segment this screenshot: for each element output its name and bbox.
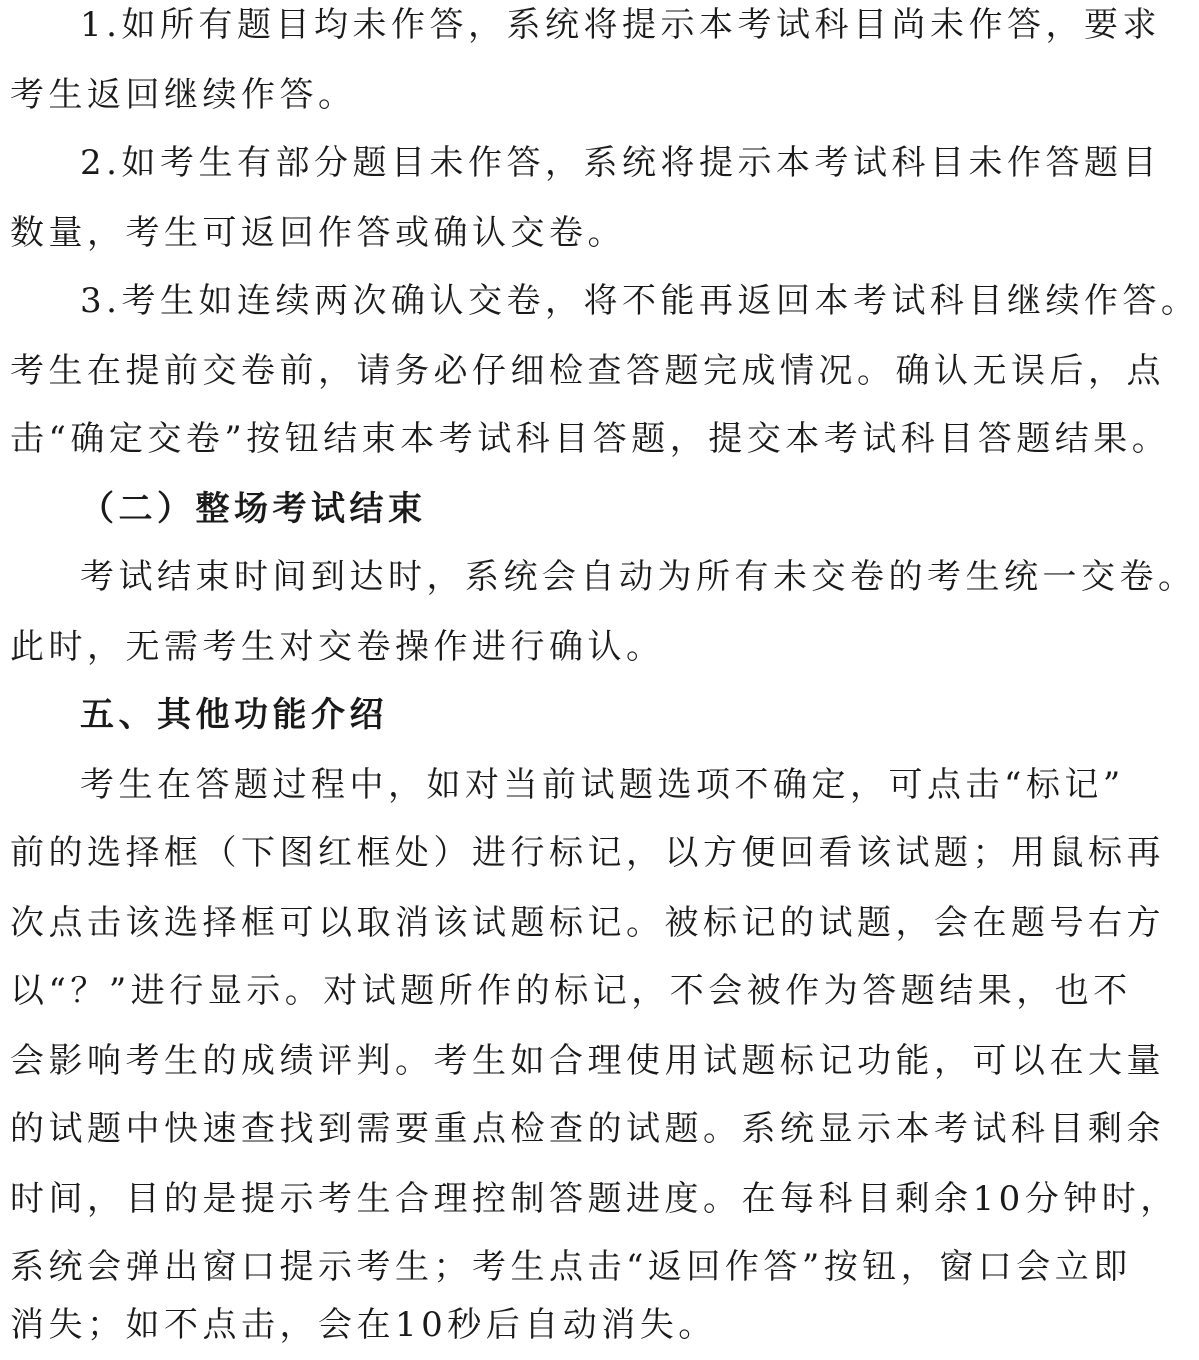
paragraph-line: 3.考生如连续两次确认交卷，将不能再返回本考试科目继续作答。 <box>80 281 1199 321</box>
paragraph-line: 1.如所有题目均未作答，系统将提示本考试科目尚未作答，要求 <box>80 5 1161 45</box>
paragraph-line: 考生在答题过程中，如对当前试题选项不确定，可点击“标记” <box>80 765 1125 805</box>
paragraph-line: 考生在提前交卷前，请务必仔细检查答题完成情况。确认无误后，点 <box>10 351 1165 391</box>
paragraph-line: 击“确定交卷”按钮结束本考试科目答题，提交本考试科目答题结果。 <box>10 419 1171 459</box>
section-heading: 五、其他功能介绍 <box>80 695 388 735</box>
paragraph-line: 的试题中快速查找到需要重点检查的试题。系统显示本考试科目剩余 <box>10 1109 1165 1149</box>
paragraph-line: 消失；如不点击，会在10秒后自动消失。 <box>10 1305 717 1345</box>
section-heading: （二）整场考试结束 <box>80 489 427 529</box>
paragraph-line: 2.如考生有部分题目未作答，系统将提示本考试科目未作答题目 <box>80 143 1161 183</box>
paragraph-line: 考生返回继续作答。 <box>10 75 357 115</box>
paragraph-line: 时间，目的是提示考生合理控制答题进度。在每科目剩余10分钟时， <box>10 1179 1179 1219</box>
paragraph-line: 次点击该选择框可以取消该试题标记。被标记的试题，会在题号右方 <box>10 903 1165 943</box>
paragraph-line: 系统会弹出窗口提示考生；考生点击“返回作答”按钮，窗口会立即 <box>10 1247 1132 1287</box>
paragraph-line: 此时，无需考生对交卷操作进行确认。 <box>10 627 665 667</box>
paragraph-line: 以“？”进行显示。对试题所作的标记，不会被作为答题结果，也不 <box>10 971 1132 1011</box>
paragraph-line: 考试结束时间到达时，系统会自动为所有未交卷的考生统一交卷。 <box>80 557 1197 597</box>
paragraph-line: 数量，考生可返回作答或确认交卷。 <box>10 213 626 253</box>
paragraph-line: 前的选择框（下图红框处）进行标记，以方便回看该试题；用鼠标再 <box>10 833 1165 873</box>
paragraph-line: 会影响考生的成绩评判。考生如合理使用试题标记功能，可以在大量 <box>10 1041 1165 1081</box>
